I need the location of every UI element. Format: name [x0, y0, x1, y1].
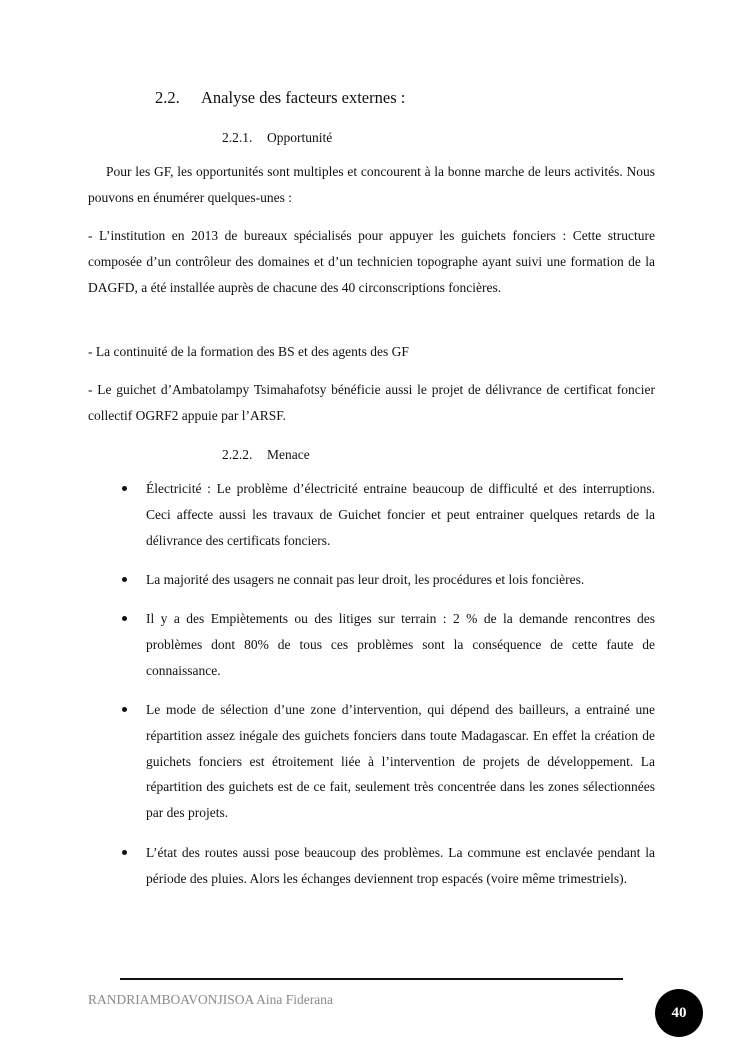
- threat-item-text: Le mode de sélection d’une zone d’intervention, qui dépend des bailleurs, a entrainé une répartition assez inégale des guichets fonciers dans toute Madagascar. En effet la création de guichets fonciers est étroitement liée à l’intervention de projets de développement. La répartition des guichets est de ce fait, seulement très concentrée dans les zones sélectionnées par des projets.: [146, 702, 655, 821]
- opportunity-item: - Le guichet d’Ambatolampy Tsimahafotsy bénéficie aussi le projet de délivrance de certificat foncier collectif OGRF2 appuie par l’ARSF.: [88, 382, 655, 423]
- bullet-icon: [122, 577, 127, 582]
- threat-item: [146, 476, 655, 553]
- threat-item: [146, 697, 655, 826]
- opportunity-item: - L’institution en 2013 de bureaux spécialisés pour appuyer les guichets fonciers : Cette structure composée d’un contrôleur des domaines et d’un technicien topographe ayant suivi une formation de la DAGFD, a été installée auprès de chacune des 40 circonscriptions foncières.: [88, 228, 655, 295]
- page-number-badge: [655, 989, 703, 1037]
- footer-author: RANDRIAMBOAVONJISOA Aina Fiderana: [88, 992, 334, 1007]
- page-number: 40: [671, 1004, 687, 1021]
- threat-item-text: La majorité des usagers ne connait pas leur droit, les procédures et lois foncières.: [146, 572, 585, 587]
- bullet-icon: [122, 486, 127, 491]
- threat-item: [146, 567, 655, 593]
- bullet-icon: [122, 850, 127, 855]
- section-heading: [155, 88, 405, 108]
- subsection-number: 2.2.2.: [222, 447, 253, 462]
- subsection-number: 2.2.1.: [222, 130, 253, 145]
- subsection-heading-threat: [222, 447, 310, 463]
- subsection-heading-opportunity: [222, 130, 332, 146]
- threat-item-text: L’état des routes aussi pose beaucoup des problèmes. La commune est enclavée pendant la période des pluies. Alors les échanges deviennent trop espacés (voire même trimestriels).: [146, 845, 655, 886]
- bullet-icon: [122, 616, 127, 621]
- section-number: 2.2.: [155, 88, 180, 107]
- opportunity-item: - La continuité de la formation des BS et des agents des GF: [88, 344, 409, 359]
- threat-item: [146, 840, 655, 892]
- threat-item: [146, 606, 655, 683]
- subsection-title: Opportunité: [267, 130, 333, 145]
- intro-paragraph: Pour les GF, les opportunités sont multiples et concourent à la bonne marche de leurs activités. Nous pouvons en énumérer quelques-unes :: [88, 164, 655, 205]
- footer-divider: [120, 978, 623, 980]
- subsection-title: Menace: [267, 447, 310, 462]
- threat-item-text: Il y a des Empiètements ou des litiges sur terrain : 2 % de la demande rencontres des problèmes dont 80% de tous ces problèmes sont la conséquence de cette faute de connaissance.: [146, 611, 655, 678]
- threat-item-text: Électricité : Le problème d’électricité entraine beaucoup de difficulté et des interruptions. Ceci affecte aussi les travaux de Guichet foncier et peut entrainer quelques retards de la délivrance des certificats fonciers.: [146, 481, 655, 548]
- section-title: Analyse des facteurs externes :: [201, 88, 406, 107]
- bullet-icon: [122, 707, 127, 712]
